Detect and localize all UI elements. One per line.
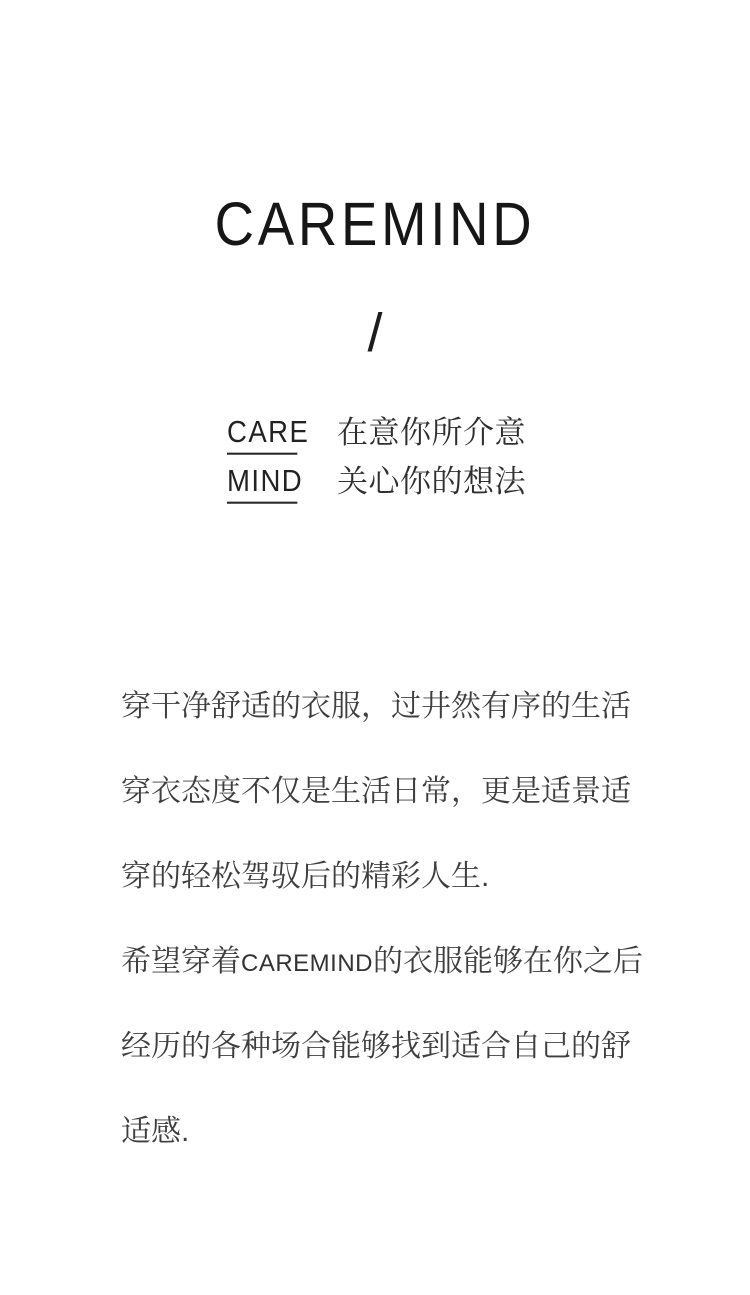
tagline-word-mind: MIND	[227, 467, 297, 504]
description-line-5	[121, 1005, 661, 1090]
line-text: 经历的各种场合能够找到适合自己的舒	[121, 1030, 631, 1063]
line-text: 穿的轻松驾驭后的精彩人生.	[121, 860, 490, 893]
description-line-1	[121, 665, 661, 750]
line-text: 的衣服能够在你之后	[373, 945, 644, 978]
description-line-6	[121, 1090, 661, 1175]
line-text: 穿干净舒适的衣服，过井然有序的生活	[121, 690, 631, 723]
tagline-word-care: CARE	[227, 418, 297, 455]
brand-description	[121, 665, 661, 1175]
inline-brand-wordmark: CAREMIND	[241, 950, 374, 977]
tagline-row-mind	[227, 464, 526, 502]
slash-divider: /	[367, 303, 383, 363]
description-line-2	[121, 750, 661, 835]
tagline-row-care	[227, 415, 526, 453]
tagline-meaning-care: 在意你所介意	[337, 415, 526, 450]
line-text: 适感.	[121, 1115, 190, 1148]
line-text: 希望穿着	[121, 945, 241, 978]
description-line-3	[121, 835, 661, 920]
line-text: 穿衣态度不仅是生活日常，更是适景适	[121, 775, 631, 808]
description-line-4	[121, 920, 661, 1005]
brand-logo: CAREMIND	[214, 189, 536, 259]
brand-tagline	[227, 415, 526, 516]
tagline-meaning-mind: 关心你的想法	[337, 464, 526, 499]
